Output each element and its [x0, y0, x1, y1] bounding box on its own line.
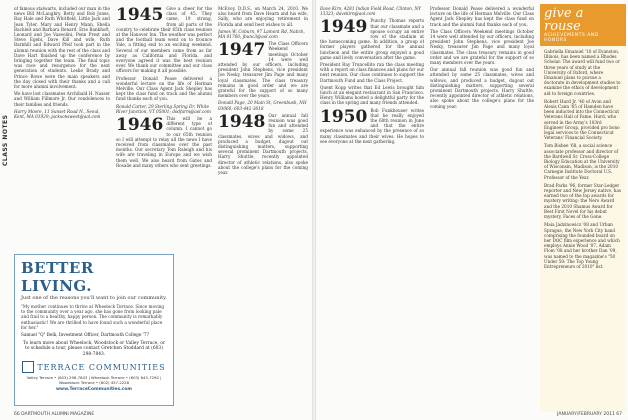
- r-col2-paragraph-2: The Class Officers Weekend meetings October 14 were well attended by our officers, including president John Stephens, vice president Joe Nesky, treasurer Jim Page and many loyal classmates. The class treasury remains in good order and we are grateful for the support of so many members over the years.: [430, 28, 534, 66]
- year-1949: 1949: [320, 17, 368, 38]
- ad-subtitle: Just one of the reasons you'll want to join our community.: [21, 295, 167, 301]
- logo-text: TERRACE COMMUNITIES: [37, 362, 166, 372]
- ad-cta: To learn more about Wheelock, Woodstock or Valley Terrace, or to schedule a tour, please contact Gretchen Stoddard at (603) 298-7843.: [23, 341, 165, 357]
- r-col2-paragraph-3: Our annual fall reunion was good fun and attended by some 25 classmates, wives and widows, and produced a budget, dugout out distinguishing matters, supporting several prominent Dartmouth projects. Harry Shuttle, recently appointed director of athletic relations, also spoke about the college's plans for the coming year.: [430, 67, 534, 109]
- left-column-1: [14, 6, 110, 246]
- right-column-2: [430, 6, 534, 406]
- right-column-1: [320, 6, 424, 406]
- right-page: [316, 0, 628, 420]
- ad-title: BETTER LIVING.: [21, 259, 94, 295]
- give-a-rouse-sidebar: [540, 4, 626, 412]
- r-col1-paragraph-4: Bob Funkhouser writes that he really enjoyed the 60th reunion in June and that the entire experience was enhanced by the presence of so many classmates and their wives. He hopes to see everyone at the next gathering.: [320, 107, 424, 144]
- sidebar-item: Gabriella Emanuel '10 of Evanston, Illinois, has been named a Rhodes Scholar. The award will fund two or three years of study at the University of Oxford, where Emanuel plans to pursue a doctorate in development studies to examine the ethics of development aid to foreign countries.: [544, 49, 621, 96]
- year-1945: 1945: [116, 6, 164, 25]
- sidebar-item: Maia Jadzinowicz '08 and Urban Sprague, the New York City band comprising the founded board on her DOC film experience and which employs Annie Wood '07, Adam Flom '08 and her brother Dan '09, was named to the magazine's "50 Under 50: The Top Young Entrepreneurs of 2010" list.: [544, 222, 620, 269]
- col2-paragraph-3: This will be a different type of column. I cannot go to our 65th reunion so I will attempt to relay all the news I have received from classmates over the past months. Our secretary Tom Raleigh and his wife are traveling in Europe and we wish them well. We also heard from Gates and Rosalie and many others who sent greetings.: [116, 116, 212, 168]
- r-col1-paragraph-3: Quent Kopp writes that Ed Lewis brought him lunch at an elegant restaurant in San Francisco. Henry Williams hosted a delightful party for the class in the spring and many friends attended.: [320, 84, 424, 106]
- col2-paragraph: Give a cheer for the class of 45. They came, 19 strong, from all parts of the country to celebrate their 65th class reunion at the Hanover Inn. The weather was perfect and the football team went on to trounce Yale, a fitting end to an exciting weekend. Several of our members came from as far away as California and Florida, and everyone agreed it was the best reunion ever. We thank our committee and our class officers for making it all possible.: [116, 6, 212, 74]
- left-column-2: [116, 6, 212, 246]
- r-col1-paragraph-2: President Ray Truncellito ran the class meeting with a report on class finances and plans for our next reunion. Our class continues to support the Dartmouth Fund and the Class Project.: [320, 62, 424, 83]
- sidebar-subtitle: ACHIEVEMENTS AND HONORS: [544, 33, 599, 43]
- right-folio: JANUARY/FEBRUARY 2011 67: [557, 412, 622, 417]
- logo-icon: [22, 361, 34, 373]
- ad-contacts: Valley Terrace • (603) 298-7843 | Wheelock Terrace • (603) 643-7290 | Woodstock Terrace • (802) 457-2228: [26, 375, 162, 385]
- sidebar-header: [540, 4, 626, 46]
- terrace-logo: [21, 361, 167, 373]
- col3-signature: James W. Coburn, 97 Lamont Rd, Natick, MA 01760; jbunc3@aol.com: [218, 28, 305, 40]
- r-col2-paragraph: Professor Donald Pease delivered a wonderful lecture on the life of Herman Melville. Our Class Agent Jack Shepley has kept the class fund on track and the alumni fund thanks each of you.: [430, 6, 534, 27]
- year-1950: 1950: [320, 106, 368, 127]
- ad-quote: "My mother continues to thrive at Wheelock Terrace. Since moving to the community over a year ago, she has gone from looking pale and frail to a healthy, happy person. The community is remarkably enthusiastic! We are thrilled to have found such a wonderful place for her.": [21, 304, 165, 330]
- year-1946: 1946: [116, 115, 164, 136]
- col1-signature: Harry Moore, 11 Sunset Road N., Seoul, Kent, MA 01929; jacksonsweet@aol.com: [14, 108, 101, 120]
- col3-paragraph-3: Our annual fall reunion was good fun and attended by some 25 classmates, wives and widows, and produced a budget, dugout out distinguishing matters, supporting several prominent Dartmouth projects. Harry Shuttle, recently appointed director of athletic relations, also spoke about the college's plans for the coming year.: [218, 112, 308, 176]
- class-notes-tab: CLASS NOTES: [2, 114, 9, 166]
- left-page: [0, 0, 312, 420]
- col2-signature: Ronald Carter, 29 Sterling Spring Dr, White River Junction, VT 05001; dodfarm@aol.com: [116, 103, 211, 114]
- left-folio: 66 DARTMOUTH ALUMNI MAGAZINE: [14, 412, 95, 417]
- year-1948: 1948: [218, 111, 266, 132]
- r-col1-paragraph: Punchy Thomas reports that our classmate and a spouse occupy an entire row of the stadium at the homecoming game. In addition, a group of former players gathered for the annual luncheon and the entire group enjoyed a good game and lively conversation after the game.: [320, 18, 424, 60]
- ad-quote-name: Samuel "Q" Belk, Investment Officer, Dartmouth College '77: [21, 332, 150, 338]
- ad-url-link[interactable]: www.TerraceCommunities.com: [55, 387, 133, 393]
- year-1947: 1947: [218, 40, 266, 61]
- terrace-communities-ad[interactable]: [14, 254, 174, 406]
- col2-paragraph-2: Professor Donald Pease delivered a wonderful lecture on the life of Herman Melville. Our Class Agent Jack Shepley has kept the class fund on track and the alumni fund thanks each of you.: [116, 75, 212, 102]
- col1-paragraph: of famous stalwarts, included our man in the news Bill McLaughry. Betty and Bob Jones, Ray Hale and Ruth Whitfield, Little Jack and Jean Tyler, Mary and Henry Mann, Sheila Bachleit and Barbara Benard. Erie Bankhoft, Leonard and Joe Vazeolini, Penn Prest and Steve Egebi, Dave Kill and wife, Ruth Barnhill and Edward Pfeif took part in the alumni reunion with the rest of the class and Dave Hart finished up the conference by bringing together the team. The final topic was race and resurgence for the next generation of students. Leslie Brady and Prince Rowe were the main speakers and the day closed with their thanks and a call for more alumni involvement.: [14, 6, 110, 90]
- col3-signature-2: Donald Page, 20 Main St, Greenbush, NH 03060; 603-442-3618: [218, 100, 307, 111]
- sidebar-item: Brad Parks '96, former Star-Ledger reporter and New Jersey native, has earned two of the top awards for mystery writing: the Nero Award and the 2010 Shamus Award for Best First Novel for his debut mystery, Faces of the Gone.: [544, 182, 621, 220]
- sidebar-title: give a rouse: [544, 6, 584, 34]
- col1-paragraph-2: We have lost classmates Archibald H. Nasser and William Fillmore Jr. Our condolences to their families and friends.: [14, 91, 110, 107]
- sidebar-body: [540, 46, 626, 275]
- r-col1-signature: Dave Kirn, 4281 Indian Field Road, Clinton, NY 13323; davekirn@aol.com: [320, 6, 421, 17]
- sidebar-item: Robert Hurd Jr. '40 of Avon and Alexis Cann '65 of Hamden have been inducted into the Connecticut Veterans Hall of Fame. Hurd, who served in the Army's 103rd Engineer Group, provided pro bono legal services to the Connecticut Veterans' Financial Society.: [544, 98, 620, 141]
- left-column-3: [218, 6, 308, 406]
- col3-paragraph-2: The Class Officers Weekend meetings October 14 were well attended by our officers, including president John Stephens, vice president Joe Nesky, treasurer Jim Page and many loyal classmates. The class treasury remains in good order and we are grateful for the support of so many members over the years.: [218, 41, 308, 99]
- sidebar-item: Tom Bisbee '68, a social science associate professor and director of the Bardwell Sr. Cross-College Biology Education at the University of Wisconsin, Madison, is the 2010 Carnegie Institute Doctoral U.S. Professor of the Year.: [544, 143, 620, 180]
- col3-paragraph: McEvoy, D.D.S., on March 24, 2010. We also heard from Dave Hearn and his wife, Sally, who are enjoying retirement in Florida and send best wishes to all.: [218, 6, 308, 27]
